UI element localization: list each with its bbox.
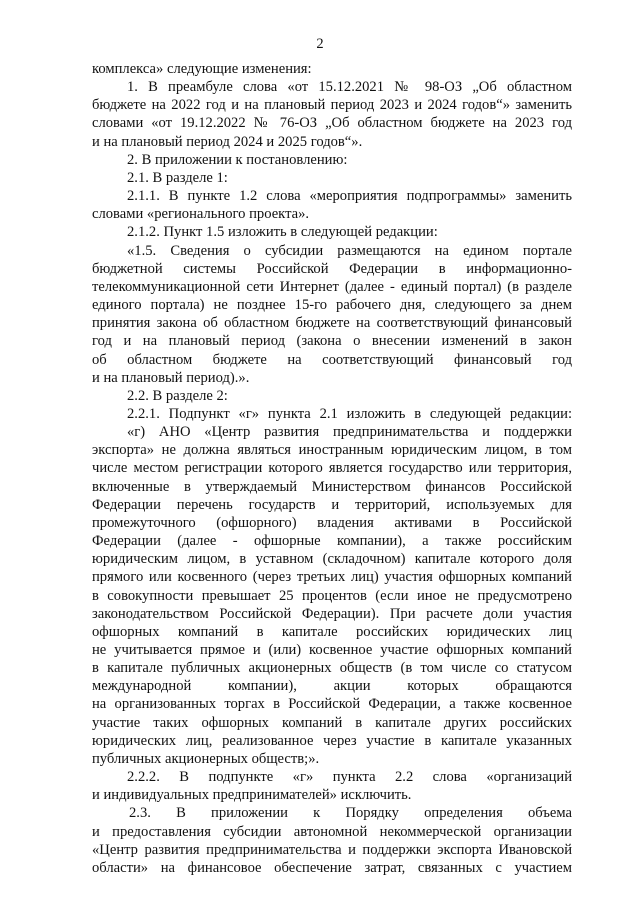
text-line: 2.2.1. Подпункт «г» пункта 2.1 изложить в следующей редакции: [127,405,572,422]
text-line: юридических лиц, реализованное через участие в капитале указанных [92,732,572,749]
text-line: экспорта» не должна являться иностранным юридическим лицом, в том [92,442,572,459]
text-line: телекоммуникационной сети Интернет (далее - единый портал) (в разделе [92,278,572,295]
text-line: в капитале публичных акционерных обществ (в том числе со статусом [92,660,572,677]
text-line: публичных акционерных обществ;». [92,750,320,767]
document-body [92,60,572,877]
text-line: 2.3. В приложении к Порядку определения объема [129,805,572,822]
text-line: принятия закона об областном бюджете на соответствующий финансовый [92,315,572,332]
text-line: словами «регионального проекта». [92,206,310,223]
text-line: юридическим лицом, в уставном (складочном) капитале которого доля [92,551,572,568]
text-line: области» на финансовое обеспечение затрат, связанных с участием [92,859,572,876]
text-line: Федерации перечень государств и территорий, используемых для [92,496,572,513]
text-line: промежуточного (офшорного) владения активами в Российской [92,514,572,531]
text-line: 2.1. В разделе 1: [127,169,228,186]
text-line: не учитывается прямое и (или) косвенное участие офшорных компаний [92,642,572,658]
text-line: числе местом регистрации которого является государство или территория, [92,460,572,477]
text-line: и на плановый период).». [92,369,250,386]
text-line: и на плановый период 2024 и 2025 годов“». [92,133,363,150]
text-line: бюджете на 2022 год и на плановый период 2023 и 2024 годов“» заменить [92,97,572,114]
text-line: год и на плановый период (закона о внесении изменений в закон [92,333,572,350]
text-line: комплекса» следующие изменения: [92,61,312,77]
text-line: участие таких офшорных компаний в капитале других российских [92,714,572,731]
page-number: 2 [316,36,324,52]
text-line: словами «от 19.12.2022 № 76-ОЗ „Об областном бюджете на 2023 год [92,115,572,132]
text-line: 2.1.2. Пункт 1.5 изложить в следующей редакции: [127,224,438,241]
text-line: бюджетной системы Российской Федерации в информационно- [92,260,572,277]
text-line: 2. В приложении к постановлению: [127,151,348,168]
text-line: 2.2. В разделе 2: [127,387,228,404]
text-line: и индивидуальных предпринимателей» исключить. [92,787,412,804]
text-line: в совокупности превышает 25 процентов (если иное не предусмотрено [92,587,572,604]
text-line: Федерации (далее - офшорные компании), а также российским [92,533,572,550]
text-line: «Центр развития предпринимательства и поддержки экспорта Ивановской [92,841,572,858]
text-line: 1. В преамбуле слова «от 15.12.2021 № 98-ОЗ „Об областном [127,79,572,96]
text-line: 2.1.1. В пункте 1.2 слова «мероприятия подпрограммы» заменить [127,188,572,205]
text-line: офшорных компаний в капитале российских юридических лиц [92,623,572,640]
text-line: на организованных торгах в Российской Федерации, а также косвенное [92,696,572,713]
text-line: включенные в утверждаемый Министерством финансов Российской [92,478,572,495]
text-line: законодательством Российской Федерации). При расчете доли участия [92,605,572,622]
text-line: и предоставления субсидии автономной некоммерческой организации [92,823,572,840]
text-line: прямого или косвенного (через третьих лиц) участия офшорных компаний [92,569,572,586]
text-line: международной компании), акции которых обращаются [92,678,572,695]
text-line: 2.2.2. В подпункте «г» пункта 2.2 слова «организаций [127,769,572,786]
text-line: «1.5. Сведения о субсидии размещаются на едином портале [127,242,572,259]
text-line: единого портала) не позднее 15-го рабочего дня, следующего за днем [92,297,572,314]
text-line: об областном бюджете на соответствующий финансовый год [92,351,572,368]
text-line: «г) АНО «Центр развития предпринимательства и поддержки [127,424,572,441]
